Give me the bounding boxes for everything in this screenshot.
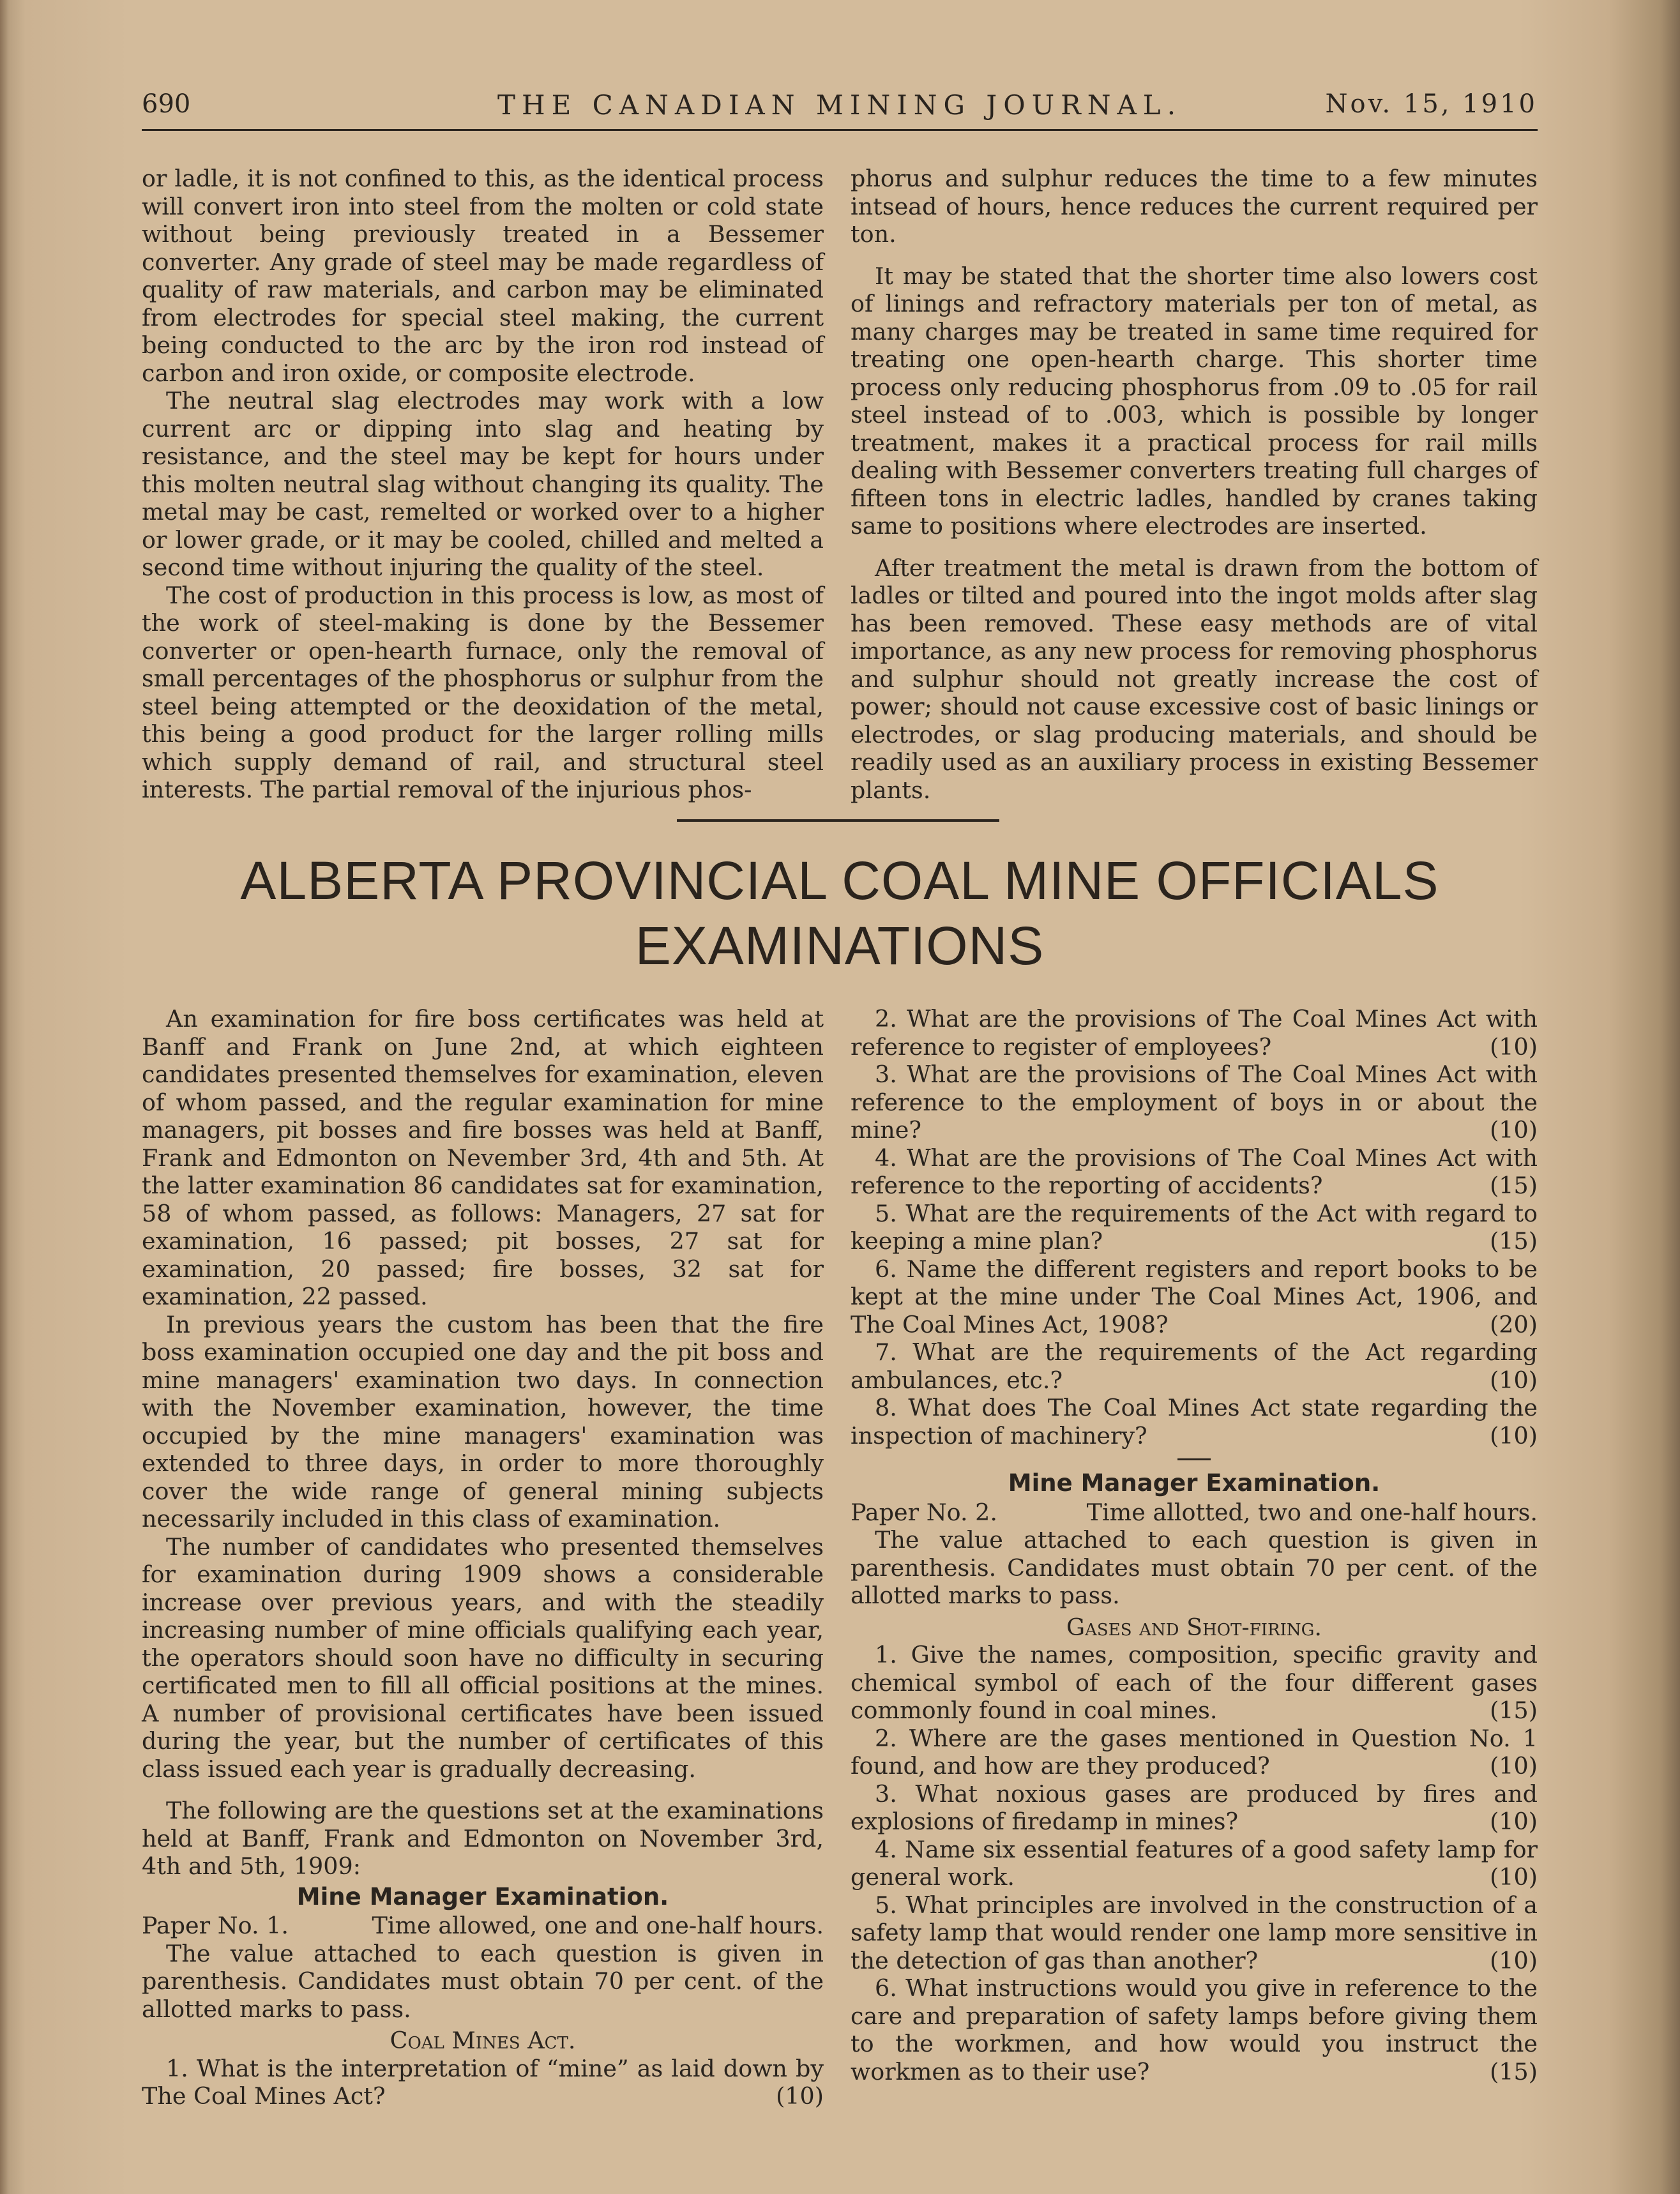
section-heading: Mine Manager Examination. xyxy=(1008,1469,1381,1497)
question-marks: (15) xyxy=(1490,1172,1538,1199)
question-text: 1. Give the names, composition, specific gravity and chemical symbol of each of the four different gases commonly found in coal mines. xyxy=(851,1641,1538,1724)
paper-line xyxy=(142,1912,824,1940)
question-text: 6. Name the different registers and report books to be kept at the mine under The Coal Mines Act, 1906, and The Coal Mines Act, 1908? xyxy=(851,1255,1538,1338)
headline-line-1: ALBERTA PROVINCIAL COAL MINE OFFICIALS xyxy=(240,851,1439,911)
running-header xyxy=(142,89,1538,129)
paragraph: In previous years the custom has been that the fire boss examination occupied one day and the pit boss and mine managers' examination two days. In connection with the November examination, however, the time occupied by the mine managers' examination was extended to three days, in order to more thoroughly cover the wide range of general mining subjects necessarily included in this class of examination. xyxy=(142,1310,824,1532)
short-rule xyxy=(1177,1458,1211,1460)
paragraph: The cost of production in this process is low, as most of the work of steel-making is done by the Bessemer converter or open-hearth furnace, only the removal of small percentages of the phosphorus or sulphur from the steel being attempted or the deoxidation of the metal, this being a good product for the larger rolling mills which supply demand of rail, and structural steel interests. The partial removal of the injurious phos- xyxy=(142,581,824,803)
question-marks: (10) xyxy=(1490,1752,1538,1780)
question-text: 2. What are the provisions of The Coal Mines Act with reference to register of employees? xyxy=(851,1005,1538,1061)
question xyxy=(851,1725,1538,1780)
question-list-a xyxy=(851,1005,1538,1449)
question-marks: (15) xyxy=(1490,1697,1538,1724)
question xyxy=(851,1144,1538,1200)
question-marks: (10) xyxy=(1490,1116,1538,1144)
paper-label: Paper No. 2. xyxy=(851,1498,997,1526)
question-marks: (20) xyxy=(1490,1310,1538,1338)
paragraph: or ladle, it is not confined to this, as the identical process will convert iron into steel from the molten or cold state without being previously treated in a Bessemer converter. Any grade of steel may be made regardless of quality of raw materials, and carbon may be eliminated from electrodes for special steel making, the current being conducted to the arc by the iron rod instead of carbon and iron oxide, or composite electrode. xyxy=(142,165,824,387)
question-marks: (10) xyxy=(776,2082,824,2110)
paper-label: Paper No. 1. xyxy=(142,1912,289,1939)
question xyxy=(851,1394,1538,1449)
question-marks: (10) xyxy=(1490,1033,1538,1061)
header-rule xyxy=(142,129,1538,131)
paper-time: Time allotted, two and one-half hours. xyxy=(1086,1498,1538,1526)
paragraph: The neutral slag electrodes may work with a low current arc or dipping into slag and heating by resistance, and the steel may be kept for hours under this molten neutral slag without changing its quality. The metal may be cast, remelted or worked over to a higher or lower grade, or it may be cooled, chilled and melted a second time without injuring the quality of the steel. xyxy=(142,387,824,581)
question-marks: (15) xyxy=(1490,2057,1538,2085)
paragraph: The following are the questions set at the examinations held at Banff, Frank and Edmonton on November 3rd, 4th and 5th, 1909: xyxy=(142,1797,824,1880)
question xyxy=(851,1255,1538,1339)
paragraph: An examination for fire boss certificates was held at Banff and Frank on June 2nd, at which eighteen candidates presented themselves for examination, eleven of whom passed, and the regular examination for mine managers, pit bosses and fire bosses was held at Banff, Frank and Edmonton on Nevember 3rd, 4th and 5th. At the latter examination 86 candidates sat for examination, 58 of whom passed, as follows: Managers, 27 sat for examination, 16 passed; pit bosses, 27 sat for examination, 20 passed; fire bosses, 32 sat for examination, 22 passed. xyxy=(142,1005,824,1310)
question-text: 8. What does The Coal Mines Act state regarding the inspection of machinery? xyxy=(851,1394,1538,1449)
article-left-column xyxy=(142,1005,824,2110)
question-marks: (10) xyxy=(1490,1366,1538,1394)
question-text: 5. What are the requirements of the Act with regard to keeping a mine plan? xyxy=(851,1199,1538,1255)
paragraph: It may be stated that the shorter time also lowers cost of linings and refractory materials per ton of metal, as many charges may be treated in same time required for treating one open-hearth charge. This shorter time process only reducing phosphorus from .09 to .05 for rail steel instead of to .003, which is possible by longer treatment, makes it a practical process for rail mills dealing with Bessemer converters treating full charges of fifteen tons in electric ladles, handled by cranes taking same to positions where electrodes are inserted. xyxy=(851,262,1538,540)
question-text: 1. What is the interpretation of “mine” as laid down by The Coal Mines Act? xyxy=(142,2054,824,2110)
top-right-column xyxy=(851,165,1538,804)
paragraph: After treatment the metal is drawn from the bottom of ladles or tilted and poured into the ingot molds after slag has been removed. These easy methods are of vital importance, as any new process for removing phosphorus and sulphur should not greatly increase the cost of power; should not cause excessive cost of basic linings or electrodes, or slag producing materials, and should be readily used as an auxiliary process in existing Bessemer plants. xyxy=(851,554,1538,804)
question xyxy=(851,1836,1538,1891)
question xyxy=(851,1891,1538,1975)
question-marks: (10) xyxy=(1490,1863,1538,1891)
question xyxy=(851,1061,1538,1144)
question-marks: (10) xyxy=(1490,1421,1538,1449)
article-headline xyxy=(142,848,1538,978)
section-divider xyxy=(677,819,999,822)
question-marks: (10) xyxy=(1490,1808,1538,1835)
article-right-column xyxy=(851,1005,1538,2085)
paragraph: phorus and sulphur reduces the time to a few minutes intsead of hours, hence reduces the current required per ton. xyxy=(851,165,1538,248)
paragraph: The number of candidates who presented themselves for examination during 1909 shows a considerable increase over previous years, and with the steadily increasing number of mine officials qualifying each year, the operators should soon have no difficulty in securing certificated men to fill all official positions at the mines. A number of provisional certificates have been issued during the year, but the number of certificates of this class issued each year is gradually decreasing. xyxy=(142,1532,824,1783)
question xyxy=(851,1200,1538,1255)
journal-title: THE CANADIAN MINING JOURNAL. xyxy=(497,89,1183,121)
question-marks: (10) xyxy=(1490,1946,1538,1974)
question-text: 6. What instructions would you give in reference to the care and preparation of safety lamps before giving them to the workmen, and how would you instruct the workmen as to their use? xyxy=(851,1974,1538,2085)
question xyxy=(851,1338,1538,1394)
question-text: 2. Where are the gases mentioned in Question No. 1 found, and how are they produced? xyxy=(851,1724,1538,1780)
question-marks: (15) xyxy=(1490,1227,1538,1255)
question xyxy=(851,1780,1538,1836)
issue-date: Nov. 15, 1910 xyxy=(1325,89,1538,119)
question-text: 4. Name six essential features of a good safety lamp for general work. xyxy=(851,1835,1538,1891)
question xyxy=(851,1641,1538,1725)
question-list-b xyxy=(851,1641,1538,2085)
paper-line xyxy=(851,1499,1538,1527)
question-text: 4. What are the provisions of The Coal Mines Act with reference to the reporting of accidents? xyxy=(851,1144,1538,1199)
top-left-column xyxy=(142,165,824,804)
question-text: 5. What principles are involved in the construction of a safety lamp that would render one lamp more sensitive in the detection of gas than another? xyxy=(851,1891,1538,1974)
section-heading: Mine Manager Examination. xyxy=(296,1882,669,1910)
value-note: The value attached to each question is given in parenthesis. Candidates must obtain 70 per cent. of the allotted marks to pass. xyxy=(142,1939,824,2023)
paper-time: Time allowed, one and one-half hours. xyxy=(372,1912,824,1939)
question-text: 3. What are the provisions of The Coal Mines Act with reference to the employment of boys in or about the mine? xyxy=(851,1061,1538,1144)
question xyxy=(142,2055,824,2110)
question-text: 3. What noxious gases are produced by fires and explosions of firedamp in mines? xyxy=(851,1780,1538,1835)
question xyxy=(851,1005,1538,1061)
subject-heading: Coal Mines Act. xyxy=(390,2027,576,2054)
page-number: 690 xyxy=(142,89,191,119)
subject-heading: Gases and Shot-firing. xyxy=(1066,1613,1322,1641)
value-note: The value attached to each question is given in parenthesis. Candidates must obtain 70 per cent. of the allotted marks to pass. xyxy=(851,1526,1538,1609)
question xyxy=(851,1974,1538,2085)
question-text: 7. What are the requirements of the Act regarding ambulances, etc.? xyxy=(851,1338,1538,1394)
headline-line-2: EXAMINATIONS xyxy=(635,916,1045,976)
